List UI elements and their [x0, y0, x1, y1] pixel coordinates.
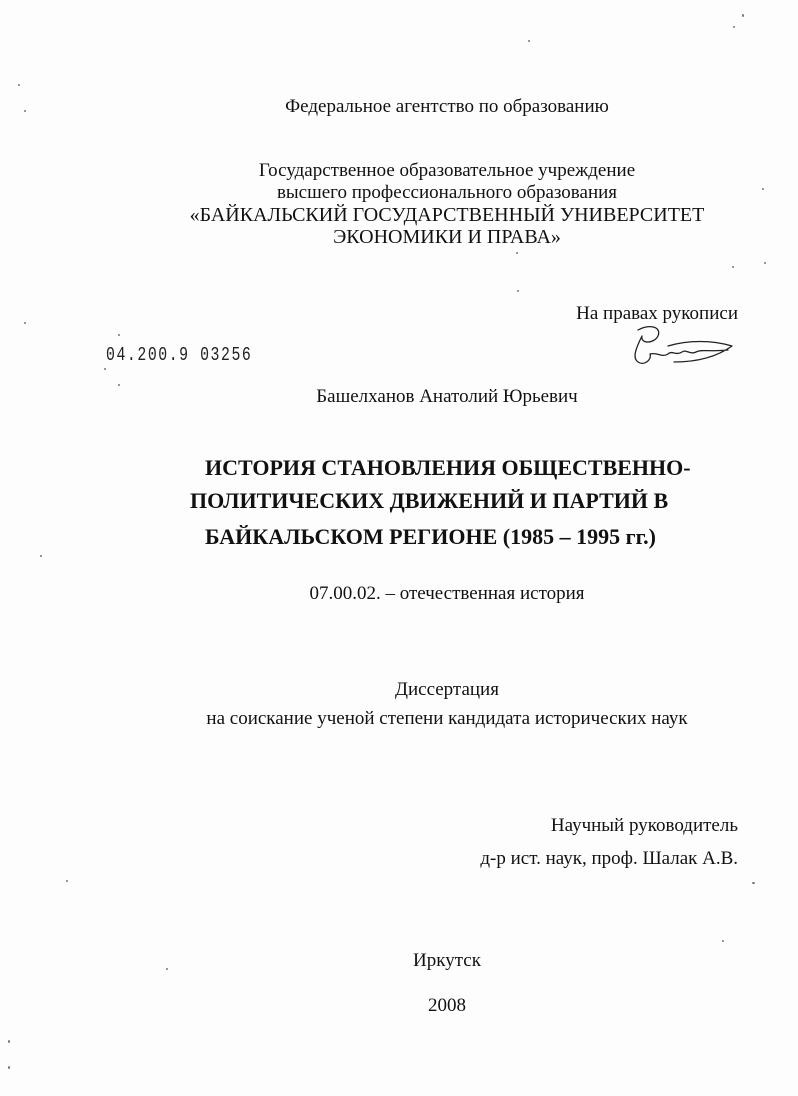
author-name: Башелханов Анатолий Юрьевич — [316, 386, 578, 407]
agency-name: Федеральное агентство по образованию — [285, 96, 609, 117]
institution-line-3: «БАЙКАЛЬСКИЙ ГОСУДАРСТВЕННЫЙ УНИВЕРСИТЕТ — [189, 204, 705, 226]
scan-speck — [733, 26, 735, 28]
institution-line-2: высшего профессионального образования — [276, 182, 618, 203]
title-line-3: БАЙКАЛЬСКОМ РЕГИОНЕ (1985 – 1995 гг.) — [205, 524, 656, 549]
dissertation-label: Диссертация — [395, 679, 499, 700]
scan-speck — [528, 40, 530, 42]
scan-speck — [517, 290, 519, 292]
registration-number: 04.200.9 03256 — [106, 344, 253, 366]
scan-speck — [24, 322, 26, 324]
supervisor-label: Научный руководитель — [550, 815, 738, 836]
scan-speck — [66, 880, 68, 882]
handwritten-signature — [628, 322, 738, 370]
scan-speck — [166, 968, 168, 970]
scan-speck — [8, 1040, 10, 1043]
title-line-2: ПОЛИТИЧЕСКИХ ДВИЖЕНИЙ И ПАРТИЙ В — [190, 488, 669, 513]
scan-speck — [516, 252, 518, 254]
scan-speck — [118, 384, 120, 386]
degree-description: на соискание ученой степени кандидата исторических наук — [206, 708, 688, 729]
scan-speck — [742, 14, 744, 17]
specialty-code: 07.00.02. – отечественная история — [309, 583, 585, 604]
scan-speck — [8, 1066, 10, 1069]
scan-speck — [18, 84, 20, 86]
city: Иркутск — [413, 950, 481, 971]
title-line-1: ИСТОРИЯ СТАНОВЛЕНИЯ ОБЩЕСТВЕННО- — [205, 455, 691, 480]
scan-speck — [118, 334, 120, 336]
scan-speck — [24, 110, 26, 112]
scan-speck — [752, 882, 755, 884]
scan-speck — [764, 262, 766, 264]
scan-speck — [40, 555, 42, 557]
year: 2008 — [428, 995, 466, 1016]
supervisor-name: д-р ист. наук, проф. Шалак А.В. — [480, 848, 738, 869]
institution-line-4: ЭКОНОМИКИ И ПРАВА» — [333, 226, 561, 248]
manuscript-note: На правах рукописи — [576, 303, 738, 324]
scan-speck — [762, 188, 764, 190]
scan-speck — [104, 368, 106, 370]
scan-speck — [732, 266, 734, 268]
scan-speck — [722, 940, 724, 942]
institution-line-1: Государственное образовательное учреждение — [258, 160, 636, 181]
